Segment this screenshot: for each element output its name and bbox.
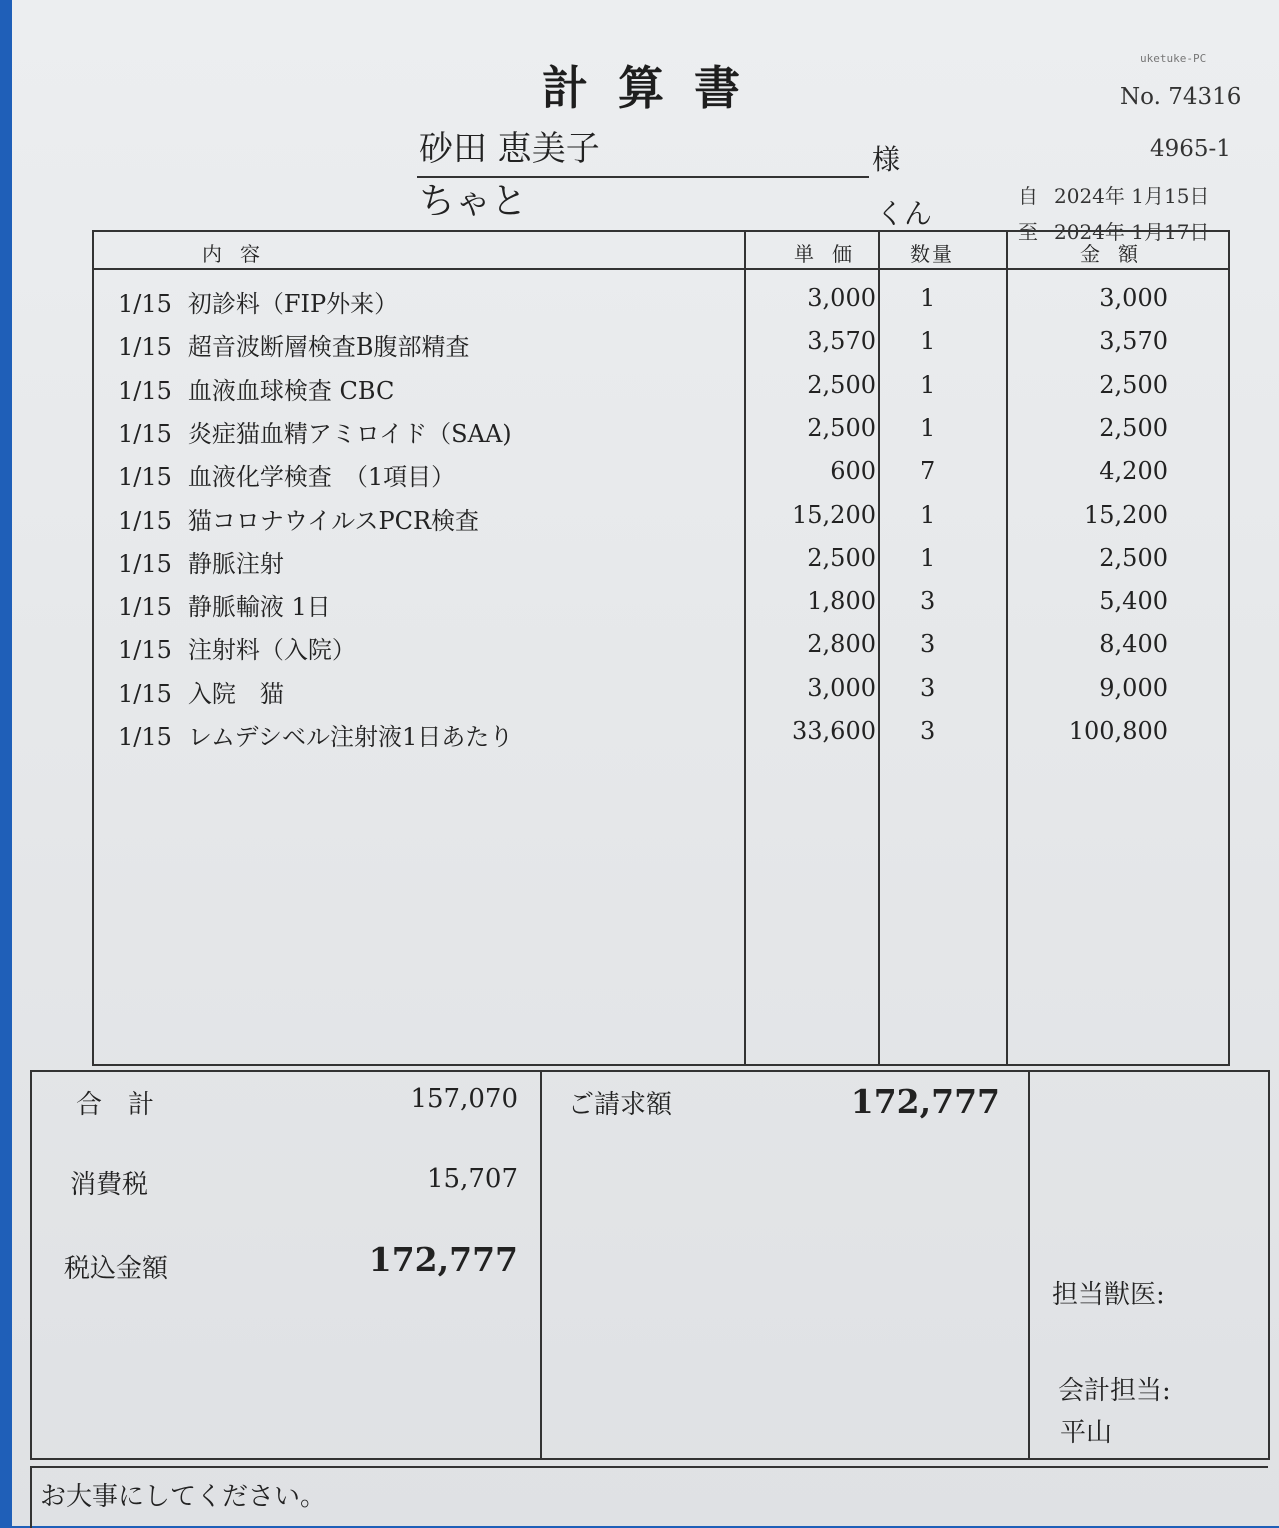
date-from-label: 自 (1018, 184, 1038, 208)
billed-value: 172,777 (850, 1082, 1000, 1121)
footer-note-box (30, 1466, 1268, 1528)
table-row (94, 497, 1228, 540)
date-from-value: 2024年 1月15日 (1054, 184, 1210, 208)
item-cell (118, 327, 470, 362)
item-description: 炎症猫血精アミロイド（SAA) (187, 419, 512, 448)
tax-label: 消費税 (70, 1170, 149, 1200)
date-to-label: 至 (1018, 220, 1038, 244)
item-quantity: 1 (920, 327, 936, 356)
table-row (94, 713, 1228, 756)
item-quantity: 3 (920, 587, 936, 616)
item-quantity: 1 (920, 284, 936, 312)
item-cell (118, 414, 512, 449)
item-cell (118, 674, 284, 709)
item-amount: 4,200 (1099, 457, 1168, 486)
item-unit-price: 3,000 (807, 673, 876, 702)
item-cell (118, 717, 513, 752)
item-quantity: 3 (920, 673, 936, 702)
item-amount: 3,570 (1099, 327, 1168, 356)
col-header-unit-price: 単価 (794, 242, 870, 266)
date-from (1018, 180, 1209, 209)
item-description: 静脈輸液 1日 (187, 593, 331, 622)
owner-name: 砂田 恵美子 (419, 129, 600, 169)
date-to-value: 2024年 1月17日 (1054, 220, 1210, 244)
item-amount: 2,500 (1099, 543, 1168, 572)
owner-suffix: 様 (872, 143, 901, 176)
col-header-quantity: 数量 (910, 242, 954, 266)
item-unit-price: 3,570 (807, 327, 876, 356)
cashier-label: 会計担当: (1058, 1376, 1171, 1406)
pet-name-line (417, 182, 869, 232)
item-unit-price: 1,800 (807, 587, 876, 616)
item-date: 1/15 (118, 506, 172, 535)
item-description: 静脈注射 (187, 549, 284, 578)
table-row (94, 410, 1228, 453)
item-cell (118, 457, 455, 492)
item-description: 血液血球検査 CBC (187, 376, 395, 405)
item-unit-price: 2,800 (807, 630, 876, 659)
item-date: 1/15 (118, 636, 172, 665)
item-unit-price: 2,500 (807, 370, 876, 399)
item-date: 1/15 (118, 290, 172, 318)
item-date: 1/15 (118, 333, 172, 362)
item-date: 1/15 (118, 463, 172, 492)
item-unit-price: 600 (830, 457, 876, 486)
item-date: 1/15 (118, 593, 172, 622)
item-quantity: 3 (920, 717, 936, 745)
pet-name: ちゃと (419, 181, 528, 222)
item-quantity: 1 (920, 370, 936, 399)
item-description: 入院 猫 (187, 679, 284, 708)
line-items-table (92, 230, 1230, 1066)
summary-divider-2 (1028, 1072, 1030, 1458)
subtotal-label: 合 計 (76, 1090, 155, 1120)
account-number: 4965-1 (1150, 136, 1231, 162)
item-date: 1/15 (118, 723, 172, 751)
col-header-description: 内容 (202, 242, 278, 266)
item-amount: 8,400 (1099, 630, 1168, 659)
item-description: 超音波断層検査B腹部精査 (187, 333, 470, 362)
item-unit-price: 15,200 (792, 500, 876, 529)
item-description: 注射料（入院） (187, 636, 356, 665)
item-date: 1/15 (118, 549, 172, 578)
table-row (94, 280, 1228, 323)
document-title: 計算書 (542, 61, 770, 115)
table-row (94, 626, 1228, 669)
item-date: 1/15 (118, 679, 172, 708)
invoice-number: No. 74316 (1120, 84, 1242, 110)
item-amount: 15,200 (1084, 500, 1168, 529)
item-unit-price: 2,500 (807, 543, 876, 572)
item-cell (118, 501, 479, 536)
item-unit-price: 2,500 (807, 413, 876, 442)
table-row (94, 323, 1228, 366)
item-amount: 2,500 (1099, 370, 1168, 399)
table-row (94, 540, 1228, 583)
table-header (94, 232, 1228, 270)
item-cell (118, 630, 356, 665)
item-description: 猫コロナウイルスPCR検査 (187, 506, 480, 535)
item-amount: 5,400 (1099, 587, 1168, 616)
owner-name-line (417, 124, 869, 178)
item-cell (118, 544, 284, 579)
summary-box (30, 1070, 1270, 1460)
item-quantity: 1 (920, 413, 936, 442)
item-date: 1/15 (118, 419, 172, 448)
pc-label: uketuke-PC (1140, 52, 1207, 65)
item-date: 1/15 (118, 376, 172, 405)
item-quantity: 3 (920, 630, 936, 659)
footer-note: お大事にしてください。 (40, 1482, 327, 1512)
item-amount: 3,000 (1099, 284, 1168, 312)
cashier-name: 平山 (1060, 1418, 1113, 1448)
billed-label: ご請求額 (568, 1090, 673, 1120)
item-quantity: 1 (920, 543, 936, 572)
table-row (94, 583, 1228, 626)
item-cell (118, 371, 394, 406)
item-unit-price: 3,000 (807, 284, 876, 312)
vet-label: 担当獣医: (1052, 1280, 1165, 1310)
tax-value: 15,707 (427, 1164, 518, 1194)
table-row (94, 453, 1228, 496)
item-amount: 2,500 (1099, 413, 1168, 442)
item-description: レムデシベル注射液1日あたり (187, 723, 514, 751)
item-amount: 100,800 (1068, 717, 1168, 745)
item-quantity: 1 (920, 500, 936, 529)
col-header-amount: 金額 (1080, 242, 1156, 266)
total-value: 172,777 (368, 1240, 518, 1279)
item-quantity: 7 (920, 457, 936, 486)
subtotal-value: 157,070 (410, 1084, 518, 1114)
item-cell (118, 587, 331, 622)
pet-suffix: くん (876, 197, 933, 230)
item-unit-price: 33,600 (792, 717, 876, 745)
item-cell (118, 284, 398, 319)
item-amount: 9,000 (1099, 673, 1168, 702)
table-row (94, 670, 1228, 713)
item-description: 血液化学検査 （1項目） (187, 463, 456, 492)
table-row (94, 367, 1228, 410)
item-description: 初診料（FIP外来） (187, 290, 399, 318)
summary-divider-1 (540, 1072, 542, 1458)
total-label: 税込金額 (64, 1254, 169, 1284)
